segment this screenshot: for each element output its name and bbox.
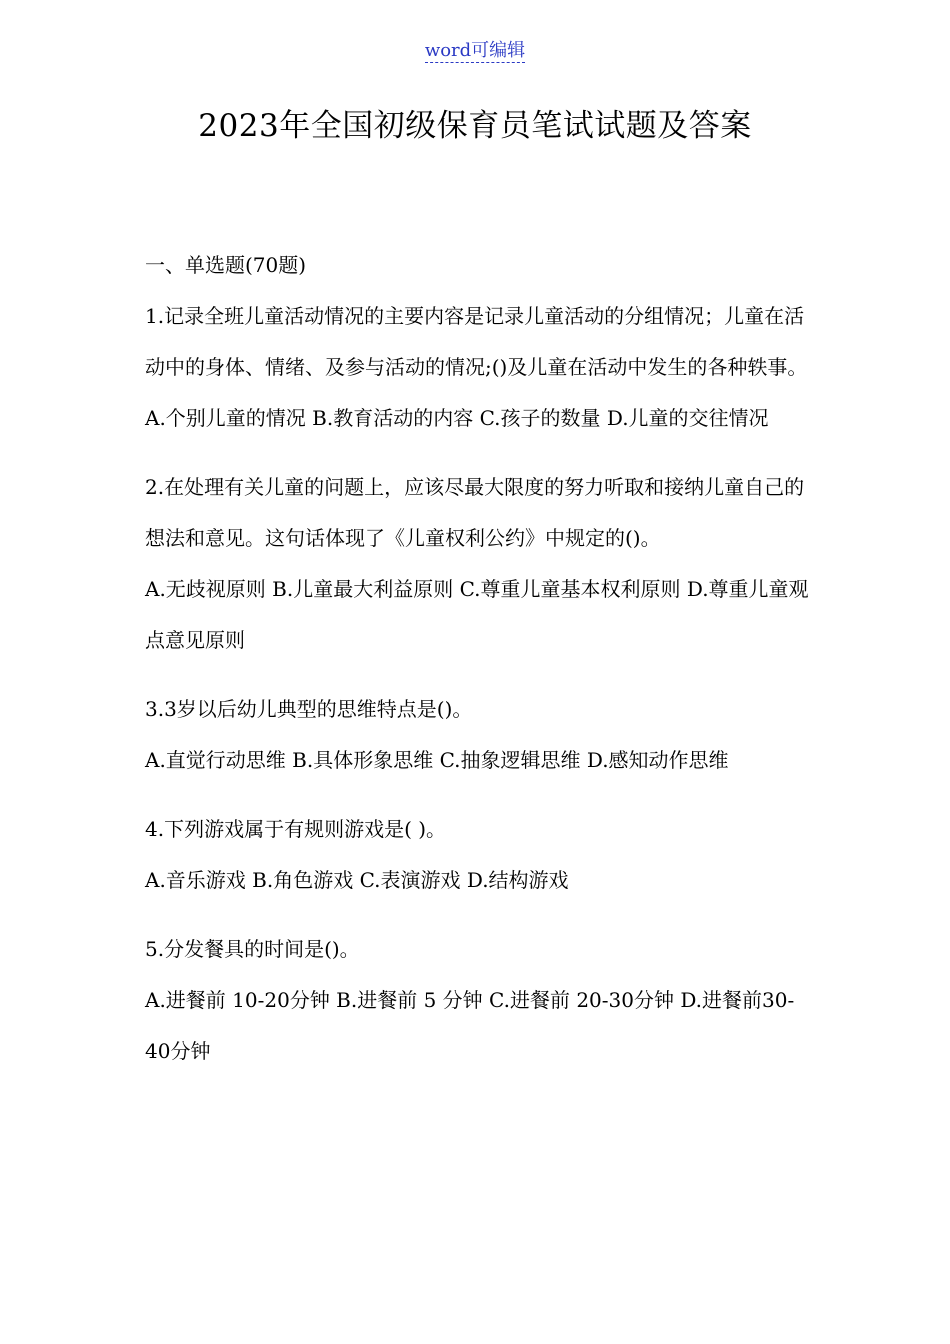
question-2 [145, 462, 810, 666]
question-3 [145, 684, 810, 786]
question-stem: 2.在处理有关儿童的问题上，应该尽最大限度的努力听取和接纳儿童自己的想法和意见。这句话体现了《儿童权利公约》中规定的()。 [145, 475, 805, 550]
word-editable-link[interactable]: word可编辑 [424, 40, 526, 61]
question-5 [145, 924, 810, 1077]
section-heading: 一、单选题(70题) [145, 253, 307, 277]
document-title: 2023年全国初级保育员笔试试题及答案 [198, 108, 752, 144]
question-options: A.进餐前 10-20分钟 B.进餐前 5 分钟 C.进餐前 20-30分钟 D.进餐前30-40分钟 [145, 988, 795, 1063]
question-options: A.无歧视原则 B.儿童最大利益原则 C.尊重儿童基本权利原则 D.尊重儿童观点意见原则 [145, 577, 809, 652]
question-stem: 4.下列游戏属于有规则游戏是( )。 [145, 817, 447, 841]
question-stem: 3.3岁以后幼儿典型的思维特点是()。 [145, 697, 473, 721]
question-4 [145, 804, 810, 906]
header-link-container [0, 38, 950, 64]
question-options: A.音乐游戏 B.角色游戏 C.表演游戏 D.结构游戏 [145, 868, 569, 892]
question-1 [145, 291, 810, 444]
question-options: A.个别儿童的情况 B.教育活动的内容 C.孩子的数量 D.儿童的交往情况 [145, 406, 769, 430]
question-stem: 1.记录全班儿童活动情况的主要内容是记录儿童活动的分组情况；儿童在活动中的身体、情绪、及参与活动的情况;()及儿童在活动中发生的各种轶事。 [145, 304, 808, 379]
question-stem: 5.分发餐具的时间是()。 [145, 937, 360, 961]
document-body [145, 240, 810, 1077]
question-options: A.直觉行动思维 B.具体形象思维 C.抽象逻辑思维 D.感知动作思维 [145, 748, 729, 772]
